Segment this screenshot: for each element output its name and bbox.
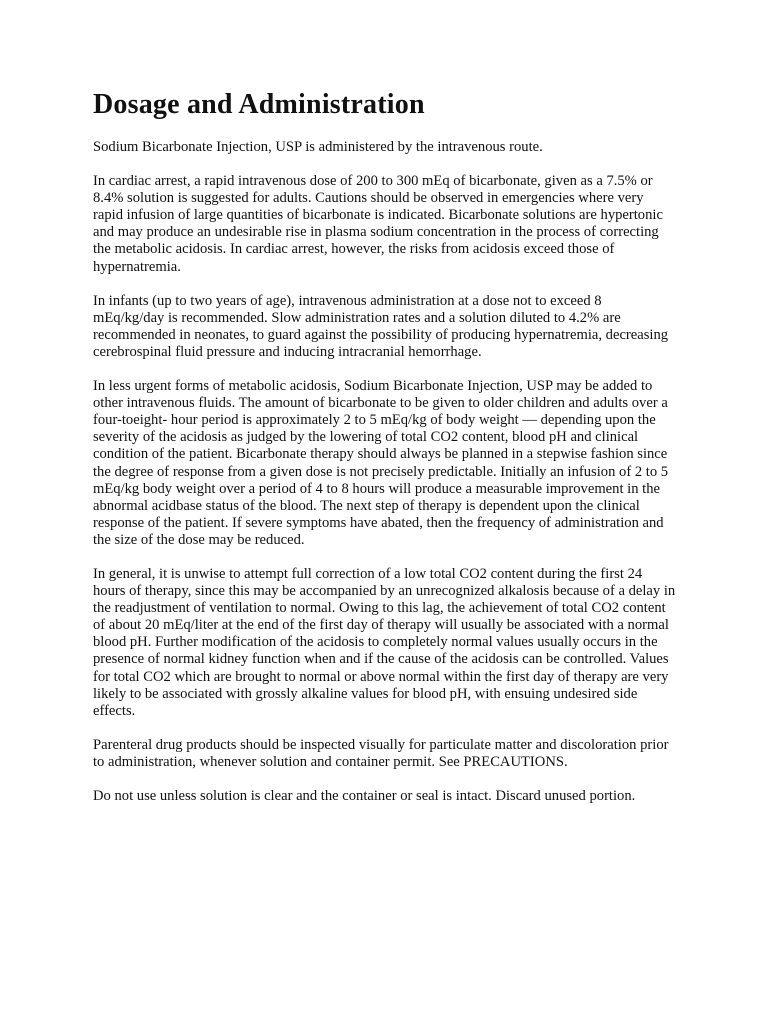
paragraph-discard: Do not use unless solution is clear and the container or seal is intact. Discard unused portion. [93,788,636,804]
page-title: Dosage and Administration [93,89,425,120]
paragraph-co2-correction: In general, it is unwise to attempt full correction of a low total CO2 content during the first 24 hours of therapy, since this may be accompanied by an unrecognized alkalosis because of a delay in the readjustment of ventilation to normal. Owing to this lag, the achievement of total CO2 content of about 20 mEq/liter at the end of the first day of therapy will usually be associated with a normal blood pH. Further modification of the acidosis to completely normal values usually occurs in the presence of normal kidney function when and if the cause of the acidosis can be controlled. Values for total CO2 which are brought to normal or above normal within the first day of therapy are very likely to be associated with grossly alkaline values for blood pH, with ensuing undesired side effects. [93,565,676,719]
paragraph-metabolic-acidosis: In less urgent forms of metabolic acidosis, Sodium Bicarbonate Injection, USP may be added to other intravenous fluids. The amount of bicarbonate to be given to older children and adults over a four-toeight- hour period is approximately 2 to 5 mEq/kg of body weight — depending upon the severity of the acidosis as judged by the lowering of total CO2 content, blood pH and clinical condition of the patient. Bicarbonate therapy should always be planned in a stepwise fashion since the degree of response from a given dose is not precisely predictable. Initially an infusion of 2 to 5 mEq/kg body weight over a period of 4 to 8 hours will produce a measurable improvement in the abnormal acidbase status of the blood. The next step of therapy is dependent upon the clinical response of the patient. If severe symptoms have abated, then the frequency of administration and the size of the dose may be reduced. [93,378,669,548]
paragraph-inspection: Parenteral drug products should be inspected visually for particulate matter and discoloration prior to administration, whenever solution and container permit. See PRECAUTIONS. [93,736,669,770]
paragraph-cardiac-arrest: In cardiac arrest, a rapid intravenous dose of 200 to 300 mEq of bicarbonate, given as a 7.5% or 8.4% solution is suggested for adults. Cautions should be observed in emergencies where very rapid infusion of large quantities of bicarbonate is indicated. Bicarbonate solutions are hypertonic and may produce an undesirable rise in plasma sodium concentration in the process of correcting the metabolic acidosis. In cardiac arrest, however, the risks from acidosis exceed those of hypernatremia. [93,173,663,275]
paragraph-infants: In infants (up to two years of age), intravenous administration at a dose not to exceed 8 mEq/kg/day is recommended. Slow administration rates and a solution diluted to 4.2% are recommended in neonates, to guard against the possibility of producing hypernatremia, decreasing cerebrospinal fluid pressure and inducing intracranial hemorrhage. [93,292,669,360]
paragraph-route: Sodium Bicarbonate Injection, USP is administered by the intravenous route. [93,139,543,155]
